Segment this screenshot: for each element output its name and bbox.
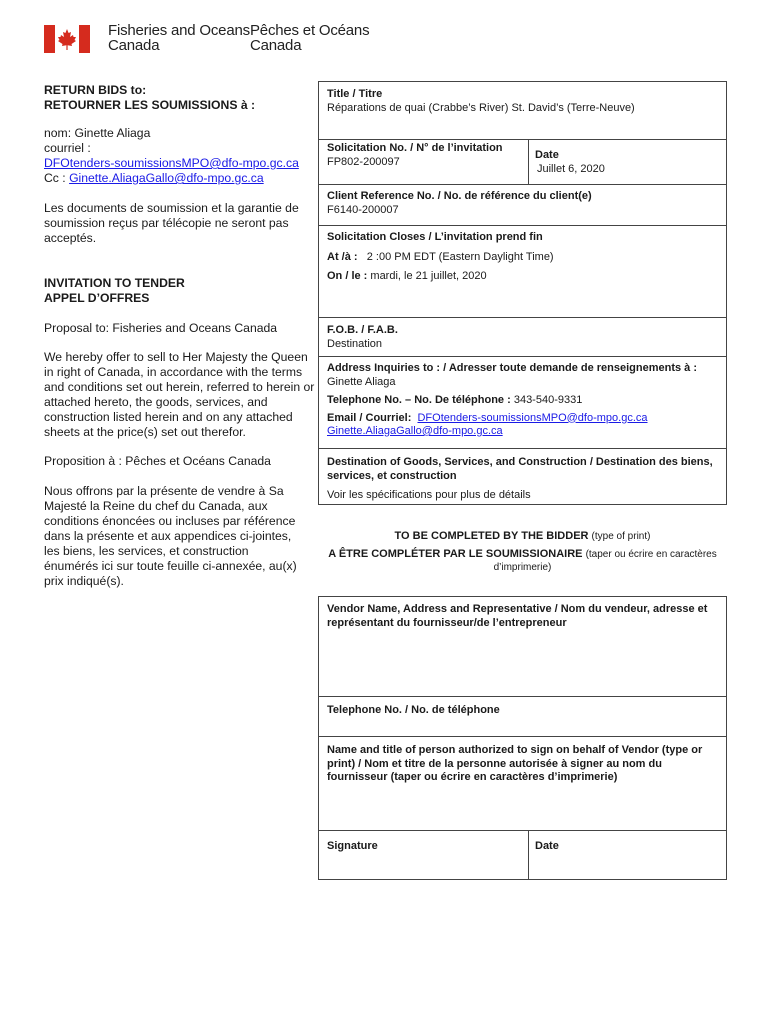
contact-name: nom: Ginette Aliaga bbox=[44, 126, 151, 140]
fax-note: Les documents de soumission et la garantie de soumission reçus par télécopie ne seront pas acceptés. bbox=[44, 201, 299, 245]
bidder-instructions: TO BE COMPLETED BY THE BIDDER (type of print) A ÊTRE COMPLÉTER PAR LE SOUMISSIONAIRE (taper ou écrire en caractères d’imprimerie) bbox=[328, 530, 717, 573]
cc-email-link[interactable]: Ginette.AliagaGallo@dfo-mpo.gc.ca bbox=[69, 171, 264, 185]
proposal-en: Proposal to: Fisheries and Oceans Canada bbox=[44, 321, 278, 335]
solicitation-label: Solicitation No. / N° de l’invitation bbox=[327, 142, 503, 154]
signature-date-field[interactable] bbox=[535, 840, 720, 854]
offer-en: We hereby offer to sell to Her Majesty the Queen in right of Canada, in accordance with the terms and conditions set out herein, referred to herein or attached hereto, the goods, services, and construction listed herein and on any attached sheets at the price(s) set out therefor. bbox=[44, 350, 315, 439]
canada-flag-icon bbox=[44, 25, 90, 53]
vendor-label: Vendor Name, Address and Representative / Nom du vendeur, adresse et représentant du fournisseur/de l’entrepreneur bbox=[327, 603, 708, 629]
title-value: Réparations de quai (Crabbe’s River) St. David’s (Terre-Neuve) bbox=[327, 101, 635, 114]
fob-value: Destination bbox=[327, 337, 383, 350]
closing-time: At /à : 2 :00 PM EDT (Eastern Daylight Time) bbox=[327, 250, 554, 263]
closing-section bbox=[327, 231, 722, 284]
offer-fr: Nous offrons par la présente de vendre à Sa Majesté la Reine du chef du Canada, aux conditions énoncées ou incluses par référence dans la présente et aux appendices ci-jointes, les biens, les services, et construction énumérés ici sur toute feuille ci-annexée, au(x) prix indiqué(s). bbox=[44, 484, 297, 588]
invitation-heading: INVITATION TO TENDER APPEL D’OFFRES bbox=[44, 276, 185, 305]
telephone-section[interactable] bbox=[327, 704, 720, 718]
email-line: Email / Courriel: DFOtenders-soumissionsMPO@dfo-mpo.gc.ca bbox=[327, 411, 648, 424]
authorized-label: Name and title of person authorized to sign on behalf of Vendor (type or print) / Nom et titre de la personne autorisée à signer au nom du fournisseur (taper ou écrire en caractères d’imprimerie) bbox=[327, 744, 703, 783]
destination-value: Voir les spécifications pour plus de détails bbox=[327, 489, 531, 501]
solicitation-section bbox=[327, 142, 525, 169]
inquiries-email-link-2[interactable]: Ginette.AliagaGallo@dfo-mpo.gc.ca bbox=[327, 425, 503, 437]
client-ref-value: F6140-200007 bbox=[327, 203, 399, 216]
closes-label: Solicitation Closes / L’invitation prend fin bbox=[327, 231, 543, 243]
signature-label: Signature bbox=[327, 840, 378, 852]
proposal-fr: Proposition à : Pêches et Océans Canada bbox=[44, 454, 271, 468]
government-header bbox=[44, 22, 374, 58]
authorized-section[interactable] bbox=[327, 744, 720, 785]
cc-label: Cc : bbox=[44, 171, 70, 185]
title-label: Title / Titre bbox=[327, 88, 383, 100]
signature-field[interactable] bbox=[327, 840, 522, 854]
bidder-box bbox=[318, 596, 727, 880]
inquiries-name: Ginette Aliaga bbox=[327, 375, 396, 388]
inquiries-label: Address Inquiries to : / Adresser toute demande de renseignements à : bbox=[327, 362, 698, 374]
date-value: Juillet 6, 2020 bbox=[537, 162, 605, 175]
return-contact bbox=[44, 126, 316, 186]
telephone-label: Telephone No. / No. de téléphone bbox=[327, 704, 500, 716]
title-section bbox=[327, 88, 722, 115]
signature-date-label: Date bbox=[535, 840, 559, 852]
org-name-en: Fisheries and Oceans Canada bbox=[108, 22, 250, 54]
fob-section bbox=[327, 324, 722, 351]
return-bids-heading: RETURN BIDS to: RETOURNER LES SOUMISSIONS à : bbox=[44, 83, 256, 112]
destination-label: Destination of Goods, Services, and Construction / Destination des biens, services, et construction bbox=[327, 456, 713, 482]
date-section bbox=[535, 149, 720, 176]
destination-section bbox=[327, 456, 722, 503]
contact-email-link[interactable]: DFOtenders-soumissionsMPO@dfo-mpo.gc.ca bbox=[44, 156, 299, 170]
inquiries-email-link[interactable]: DFOtenders-soumissionsMPO@dfo-mpo.gc.ca bbox=[417, 411, 648, 424]
solicitation-value: FP802-200097 bbox=[327, 155, 400, 168]
client-ref-section bbox=[327, 190, 722, 217]
client-ref-label: Client Reference No. / No. de référence du client(e) bbox=[327, 190, 592, 202]
fob-label: F.O.B. / F.A.B. bbox=[327, 324, 398, 336]
date-label: Date bbox=[535, 149, 559, 161]
phone-line: Telephone No. – No. De téléphone : 343-540-9331 bbox=[327, 394, 583, 406]
inquiries-section bbox=[327, 362, 722, 439]
email-label: courriel : bbox=[44, 141, 91, 155]
vendor-section[interactable] bbox=[327, 603, 720, 630]
closing-date: On / le : mardi, le 21 juillet, 2020 bbox=[327, 270, 487, 282]
org-name-fr: Pêches et Océans Canada bbox=[250, 22, 370, 54]
